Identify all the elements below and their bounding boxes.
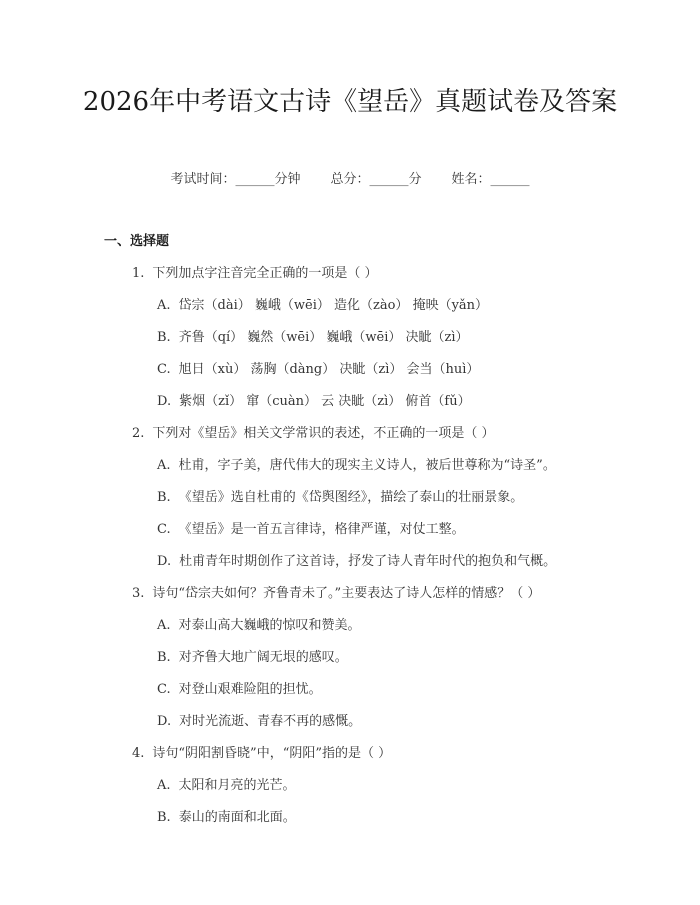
answer-option bbox=[157, 710, 361, 729]
option-text: 杜甫，字子美，唐代伟大的现实主义诗人，被后世尊称为“诗圣”。 bbox=[178, 458, 556, 473]
question-number: 4. bbox=[132, 746, 145, 761]
option-key: D. bbox=[157, 714, 172, 729]
question-stem bbox=[132, 582, 540, 601]
option-key: A. bbox=[157, 298, 171, 313]
option-text: 对登山艰难险阻的担忧。 bbox=[178, 682, 322, 697]
answer-option bbox=[157, 614, 361, 633]
answer-option bbox=[157, 294, 488, 313]
option-text: 齐鲁（qí） 巍然（wēi） 巍峨（wēi） 决眦（zì） bbox=[178, 330, 469, 345]
question-text: 诗句“阴阳割昏晓”中，“阴阳”指的是（ ） bbox=[152, 746, 392, 761]
question-stem bbox=[132, 262, 378, 281]
section-heading: 一、选择题 bbox=[104, 234, 170, 249]
question-stem bbox=[132, 742, 391, 761]
option-key: A. bbox=[157, 618, 171, 633]
total-score-label: 总分：______分 bbox=[330, 172, 422, 187]
option-text: 对齐鲁大地广阔无垠的感叹。 bbox=[178, 650, 348, 665]
option-text: 杜甫青年时期创作了这首诗，抒发了诗人青年时代的抱负和气概。 bbox=[179, 554, 557, 569]
student-name-label: 姓名：______ bbox=[451, 172, 530, 187]
answer-option bbox=[157, 454, 556, 473]
question-number: 3. bbox=[132, 586, 145, 601]
option-key: D. bbox=[157, 394, 172, 409]
option-key: C. bbox=[157, 682, 171, 697]
answer-option bbox=[157, 678, 322, 697]
question-stem bbox=[132, 422, 495, 441]
option-key: C. bbox=[157, 522, 171, 537]
option-key: B. bbox=[157, 330, 171, 345]
option-text: 岱宗（dài） 巍峨（wēi） 造化（zào） 掩映（yǎn） bbox=[178, 298, 489, 313]
question-text: 下列加点字注音完全正确的一项是（ ） bbox=[152, 266, 378, 281]
option-text: 紫烟（zǐ） 窜（cuàn） 云 决眦（zì） 俯首（fǔ） bbox=[179, 394, 471, 409]
option-text: 《望岳》是一首五言律诗，格律严谨，对仗工整。 bbox=[178, 522, 465, 537]
question-text: 诗句“岱宗夫如何？齐鲁青未了。”主要表达了诗人怎样的情感？（ ） bbox=[152, 586, 541, 601]
option-key: C. bbox=[157, 362, 171, 377]
answer-option bbox=[157, 646, 348, 665]
option-key: D. bbox=[157, 554, 172, 569]
option-text: 《望岳》选自杜甫的《岱舆图经》，描绘了泰山的壮丽景象。 bbox=[178, 490, 524, 505]
answer-option bbox=[157, 550, 556, 569]
answer-option bbox=[157, 518, 465, 537]
answer-option bbox=[157, 774, 296, 793]
answer-option bbox=[157, 358, 479, 377]
answer-option bbox=[157, 486, 523, 505]
question-number: 1. bbox=[132, 266, 145, 281]
question-number: 2. bbox=[132, 426, 145, 441]
option-text: 旭日（xù） 荡胸（dàng） 决眦（zì） 会当（huì） bbox=[178, 362, 480, 377]
option-key: A. bbox=[157, 458, 171, 473]
question-text: 下列对《望岳》相关文学常识的表述，不正确的一项是（ ） bbox=[152, 426, 495, 441]
option-text: 泰山的南面和北面。 bbox=[178, 810, 296, 825]
option-text: 太阳和月亮的光芒。 bbox=[178, 778, 296, 793]
option-key: B. bbox=[157, 650, 171, 665]
page-title: 2026年中考语文古诗《望岳》真题试卷及答案 bbox=[82, 87, 618, 117]
answer-option bbox=[157, 326, 469, 345]
option-text: 对时光流逝、青春不再的感慨。 bbox=[179, 714, 362, 729]
exam-meta-line bbox=[0, 168, 700, 187]
answer-option bbox=[157, 806, 296, 825]
answer-option bbox=[157, 390, 471, 409]
exam-time-label: 考试时间：______分钟 bbox=[170, 172, 301, 187]
option-key: B. bbox=[157, 490, 171, 505]
option-key: A. bbox=[157, 778, 171, 793]
option-text: 对泰山高大巍峨的惊叹和赞美。 bbox=[178, 618, 361, 633]
option-key: B. bbox=[157, 810, 171, 825]
